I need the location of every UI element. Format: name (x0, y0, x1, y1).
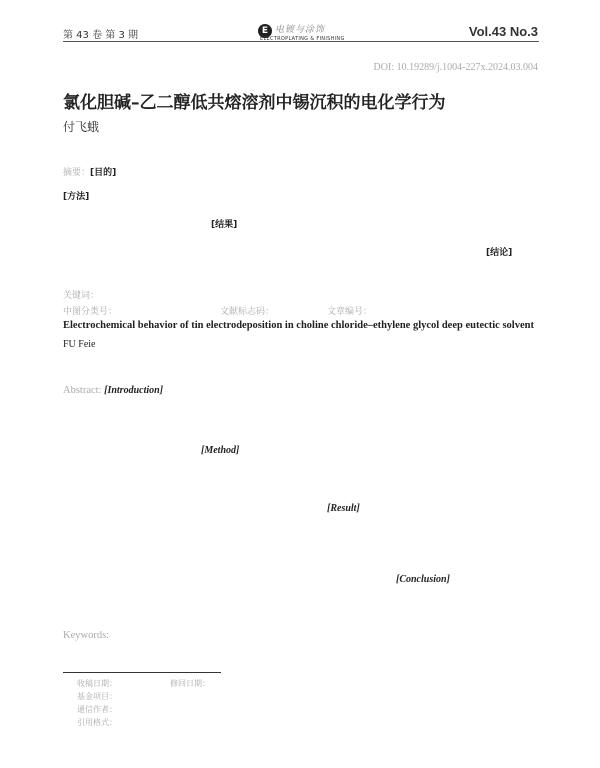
abstract-cn-purpose-tag: [目的] (90, 168, 117, 178)
journal-volume-en: Vol.43 No.3 (468, 24, 538, 39)
journal-logo-cn: 电镀与涂饰 (275, 25, 326, 35)
fund-label: 基金项目： (77, 692, 117, 701)
abstract-cn-result-tag: [结果] (211, 220, 238, 230)
revised-date-label: 修回日期： (170, 679, 210, 688)
abstract-cn (63, 160, 116, 179)
journal-logo-icon: E (258, 24, 272, 38)
doi: DOI: 10.19289/j.1004-227x.2024.03.004 (373, 62, 538, 73)
abstract-en-method-tag: [Method] (201, 445, 240, 456)
article-number-label: 文章编号： (327, 307, 373, 317)
header-divider (63, 41, 539, 42)
paper-title-cn: 氯化胆碱–乙二醇低共熔溶剂中锡沉积的电化学行为 (63, 93, 446, 113)
document-code-label: 文献标志码： (220, 307, 275, 317)
abstract-en-conclusion-tag: [Conclusion] (396, 574, 450, 585)
abstract-en-introduction-tag: [Introduction] (104, 385, 164, 396)
clc-number-label: 中图分类号： (63, 307, 118, 317)
keywords-en-label: Keywords: (63, 630, 110, 641)
abstract-en (63, 385, 163, 396)
journal-logo-en: ELECTROPLATING & FINISHING (260, 36, 345, 42)
abstract-cn-method-tag: [方法] (63, 192, 90, 202)
citation-format-label: 引用格式： (77, 718, 117, 727)
abstract-en-result-tag: [Result] (327, 503, 360, 514)
paper-title-en: Electrochemical behavior of tin electrodeposition in choline chloride–ethylene glycol deep eutectic solvent (63, 320, 534, 331)
journal-issue-cn: 第 43 卷 第 3 期 (63, 30, 138, 41)
abstract-cn-label: 摘要： (63, 168, 91, 178)
keywords-cn-label: 关键词： (63, 291, 100, 301)
abstract-cn-conclusion-tag: [结论] (486, 248, 513, 258)
footnote-divider (63, 672, 221, 673)
abstract-en-label: Abstract: (63, 385, 102, 396)
corresponding-author-label: 通信作者： (77, 705, 117, 714)
received-date-label: 收稿日期： (77, 679, 117, 688)
author-cn: 付飞蛾 (63, 120, 100, 134)
author-en: FU Feie (63, 339, 96, 350)
